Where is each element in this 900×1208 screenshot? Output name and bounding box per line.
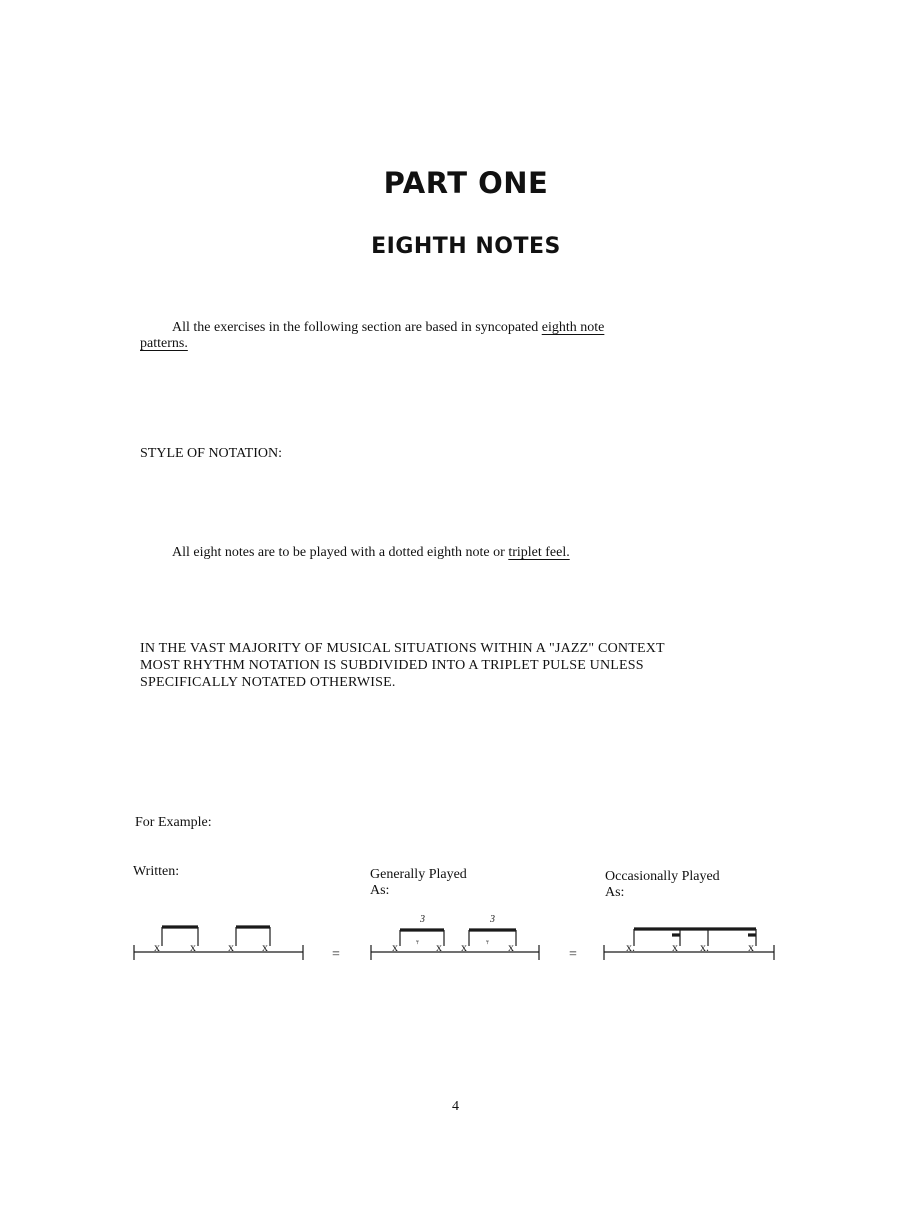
generally-played-label-line-2: As: [370, 883, 390, 898]
svg-text:x: x [508, 940, 514, 954]
svg-text:x: x [262, 940, 268, 954]
svg-text:x: x [190, 940, 196, 954]
jazz-note-line-3: SPECIFICALLY NOTATED OTHERWISE. [140, 675, 396, 690]
svg-text:x.: x. [700, 940, 709, 954]
generally-played-measure [371, 914, 539, 960]
intro-paragraph [140, 320, 740, 352]
intro-emphasis-eighth-note: eighth note [541, 320, 605, 335]
triplet-group-2 [461, 914, 516, 954]
jazz-note-line-2: MOST RHYTHM NOTATION IS SUBDIVIDED INTO A TRIPLET PULSE UNLESS [140, 658, 644, 673]
intro-emphasis-patterns: patterns. [140, 336, 188, 351]
svg-text:x: x [392, 940, 398, 954]
rest-mark-2: 𝄾 [486, 937, 489, 949]
page-number: 4 [452, 1099, 459, 1114]
eighth-note-pair-2 [228, 927, 270, 954]
svg-text:x: x [154, 940, 160, 954]
svg-text:x: x [748, 940, 754, 954]
jazz-note-line-1: IN THE VAST MAJORITY OF MUSICAL SITUATIONS WITHIN A "JAZZ" CONTEXT [140, 641, 665, 656]
svg-text:x: x [436, 940, 442, 954]
style-rule [172, 545, 732, 561]
occasionally-played-label-line-1: Occasionally Played [605, 869, 720, 884]
notation-example [0, 900, 900, 980]
style-of-notation-heading: STYLE OF NOTATION: [140, 446, 282, 461]
rest-mark-1: 𝄾 [416, 937, 419, 949]
triplet-mark-2: 3 [490, 914, 495, 925]
triplet-mark-1: 3 [420, 914, 425, 925]
written-label: Written: [133, 864, 180, 879]
written-measure [134, 927, 303, 960]
style-rule-emphasis: triplet feel. [508, 545, 570, 560]
generally-played-label [370, 867, 467, 899]
generally-played-label-line-1: Generally Played [370, 867, 467, 882]
occasionally-played-measure [604, 929, 774, 960]
for-example-heading: For Example: [135, 815, 212, 830]
occasionally-played-label-line-2: As: [605, 885, 625, 900]
svg-text:x: x [228, 940, 234, 954]
svg-text:x: x [672, 940, 678, 954]
svg-text:x.: x. [626, 940, 635, 954]
eighth-note-pair-1 [154, 927, 198, 954]
section-title: EIGHTH NOTES [371, 234, 561, 259]
intro-text: All the exercises in the following section are based in syncopated [172, 320, 542, 335]
svg-text:x: x [461, 940, 467, 954]
dotted-eighth-sixteenth-group [626, 929, 756, 954]
equals-sign-2: = [569, 947, 577, 962]
triplet-group-1 [392, 914, 444, 954]
occasionally-played-label [605, 869, 720, 901]
equals-sign-1: = [332, 947, 340, 962]
part-title: PART ONE [383, 166, 549, 200]
jazz-context-note [140, 640, 780, 691]
style-rule-text: All eight notes are to be played with a dotted eighth note or [172, 545, 509, 560]
